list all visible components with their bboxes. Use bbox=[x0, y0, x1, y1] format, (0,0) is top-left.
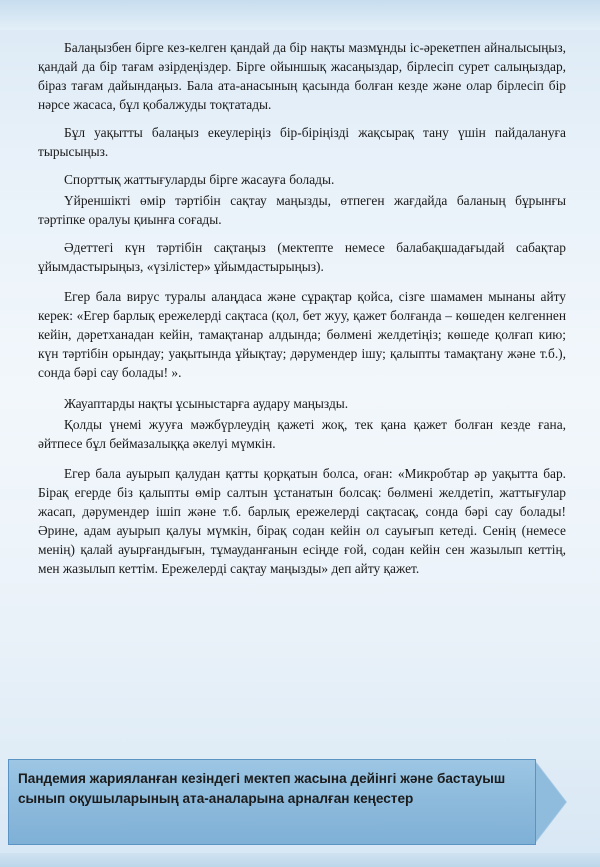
footer-banner bbox=[0, 759, 600, 845]
paragraph-8: Қолды үнемі жууға мәжбүрлеудің қажеті жоқ, тек қана қажет болған кезде ғана, әйтпесе бұл беймазалыққа әкелуі мүмкін. bbox=[38, 416, 566, 451]
paragraph-4: Үйреншікті өмір тәртібін сақтау маңызды, өтпеген жағдайда баланың бұрынғы тәртіпке оралуы қиынға соғады. bbox=[38, 193, 566, 228]
top-decorative-band bbox=[0, 0, 600, 30]
paragraph-9: Егер бала ауырып қалудан қатты қорқатын болса, оған: «Микробтар әр уақытта бар. Бірақ егерде біз қалыпты өмір салтын ұстанатын болсақ: бөлмені желдетіп, жаттығулар жасап, дәрумендер ішіп және т.б. барлық ережелерді сақтасақ, сонда бәрі сау болады! Әрине, адам ауырып қалуы мүмкін, бірақ содан кейін ол сауығып кетеді. Сенің (немесе менің) қалай ауырғандығын, тұмауданғанын есіңде ғой, содан кейін сен жазылып кеттің, мен жазылып кеттім. Ережелерді сақтау маңызды» деп айту қажет. bbox=[38, 465, 566, 576]
banner-title: Пандемия жарияланған кезіндегі мектеп жасына дейінгі және бастауыш сынып оқушыларының ата-аналарына арналған кеңестер bbox=[18, 771, 506, 806]
paragraph-5: Әдеттегі күн тәртібін сақтаңыз (мектепте немесе балабақшадағыдай сабақтар ұйымдастырыңыз, «үзілістер» ұйымдастырыңыз). bbox=[38, 240, 566, 275]
paragraph-7: Жауаптарды нақты ұсыныстарға аудару маңызды. bbox=[64, 395, 349, 411]
bottom-decorative-band bbox=[0, 853, 600, 867]
paragraph-3: Спорттық жаттығуларды бірге жасауға болады. bbox=[64, 172, 335, 188]
document-body bbox=[0, 38, 600, 587]
paragraph-1: Балаңызбен бірге кез-келген қандай да бір нақты мазмұнды іс-әрекетпен айналысыңыз, қандай да бір тағам әзірдеңіздер. Бірге ойыншық жасаңыздар, бірлесіп сурет салыңыздар, біраз тағам дайындаңыз. Бала ата-анасының қасында болған кезде және олар бірлесіп бір нәрсе жасаса, бұл қобалжуды тоқтатады. bbox=[38, 40, 566, 113]
paragraph-6: Егер бала вирус туралы алаңдаса және сұрақтар қойса, сізге шамамен мынаны айту керек: «Егер барлық ережелерді сақтаса (қол, бет жуу, қажет болғанда – көшеден келгеннен кейін, дәретханадан кейін, тамақтанар алдында; бөлмені желдетіңіз; көшеде қолғап кию; күн тәртібін орындау; уақытында ұйықтау; дәрумендер ішу; қалыпты тамақтану және т.б.), сонда бәрі сау болады! ». bbox=[38, 289, 566, 381]
banner-arrow-icon bbox=[533, 759, 566, 845]
paragraph-2: Бұл уақытты балаңыз екеулеріңіз бір-біріңізді жақсырақ тану үшін пайдалануға тырысыңыз. bbox=[38, 125, 566, 160]
